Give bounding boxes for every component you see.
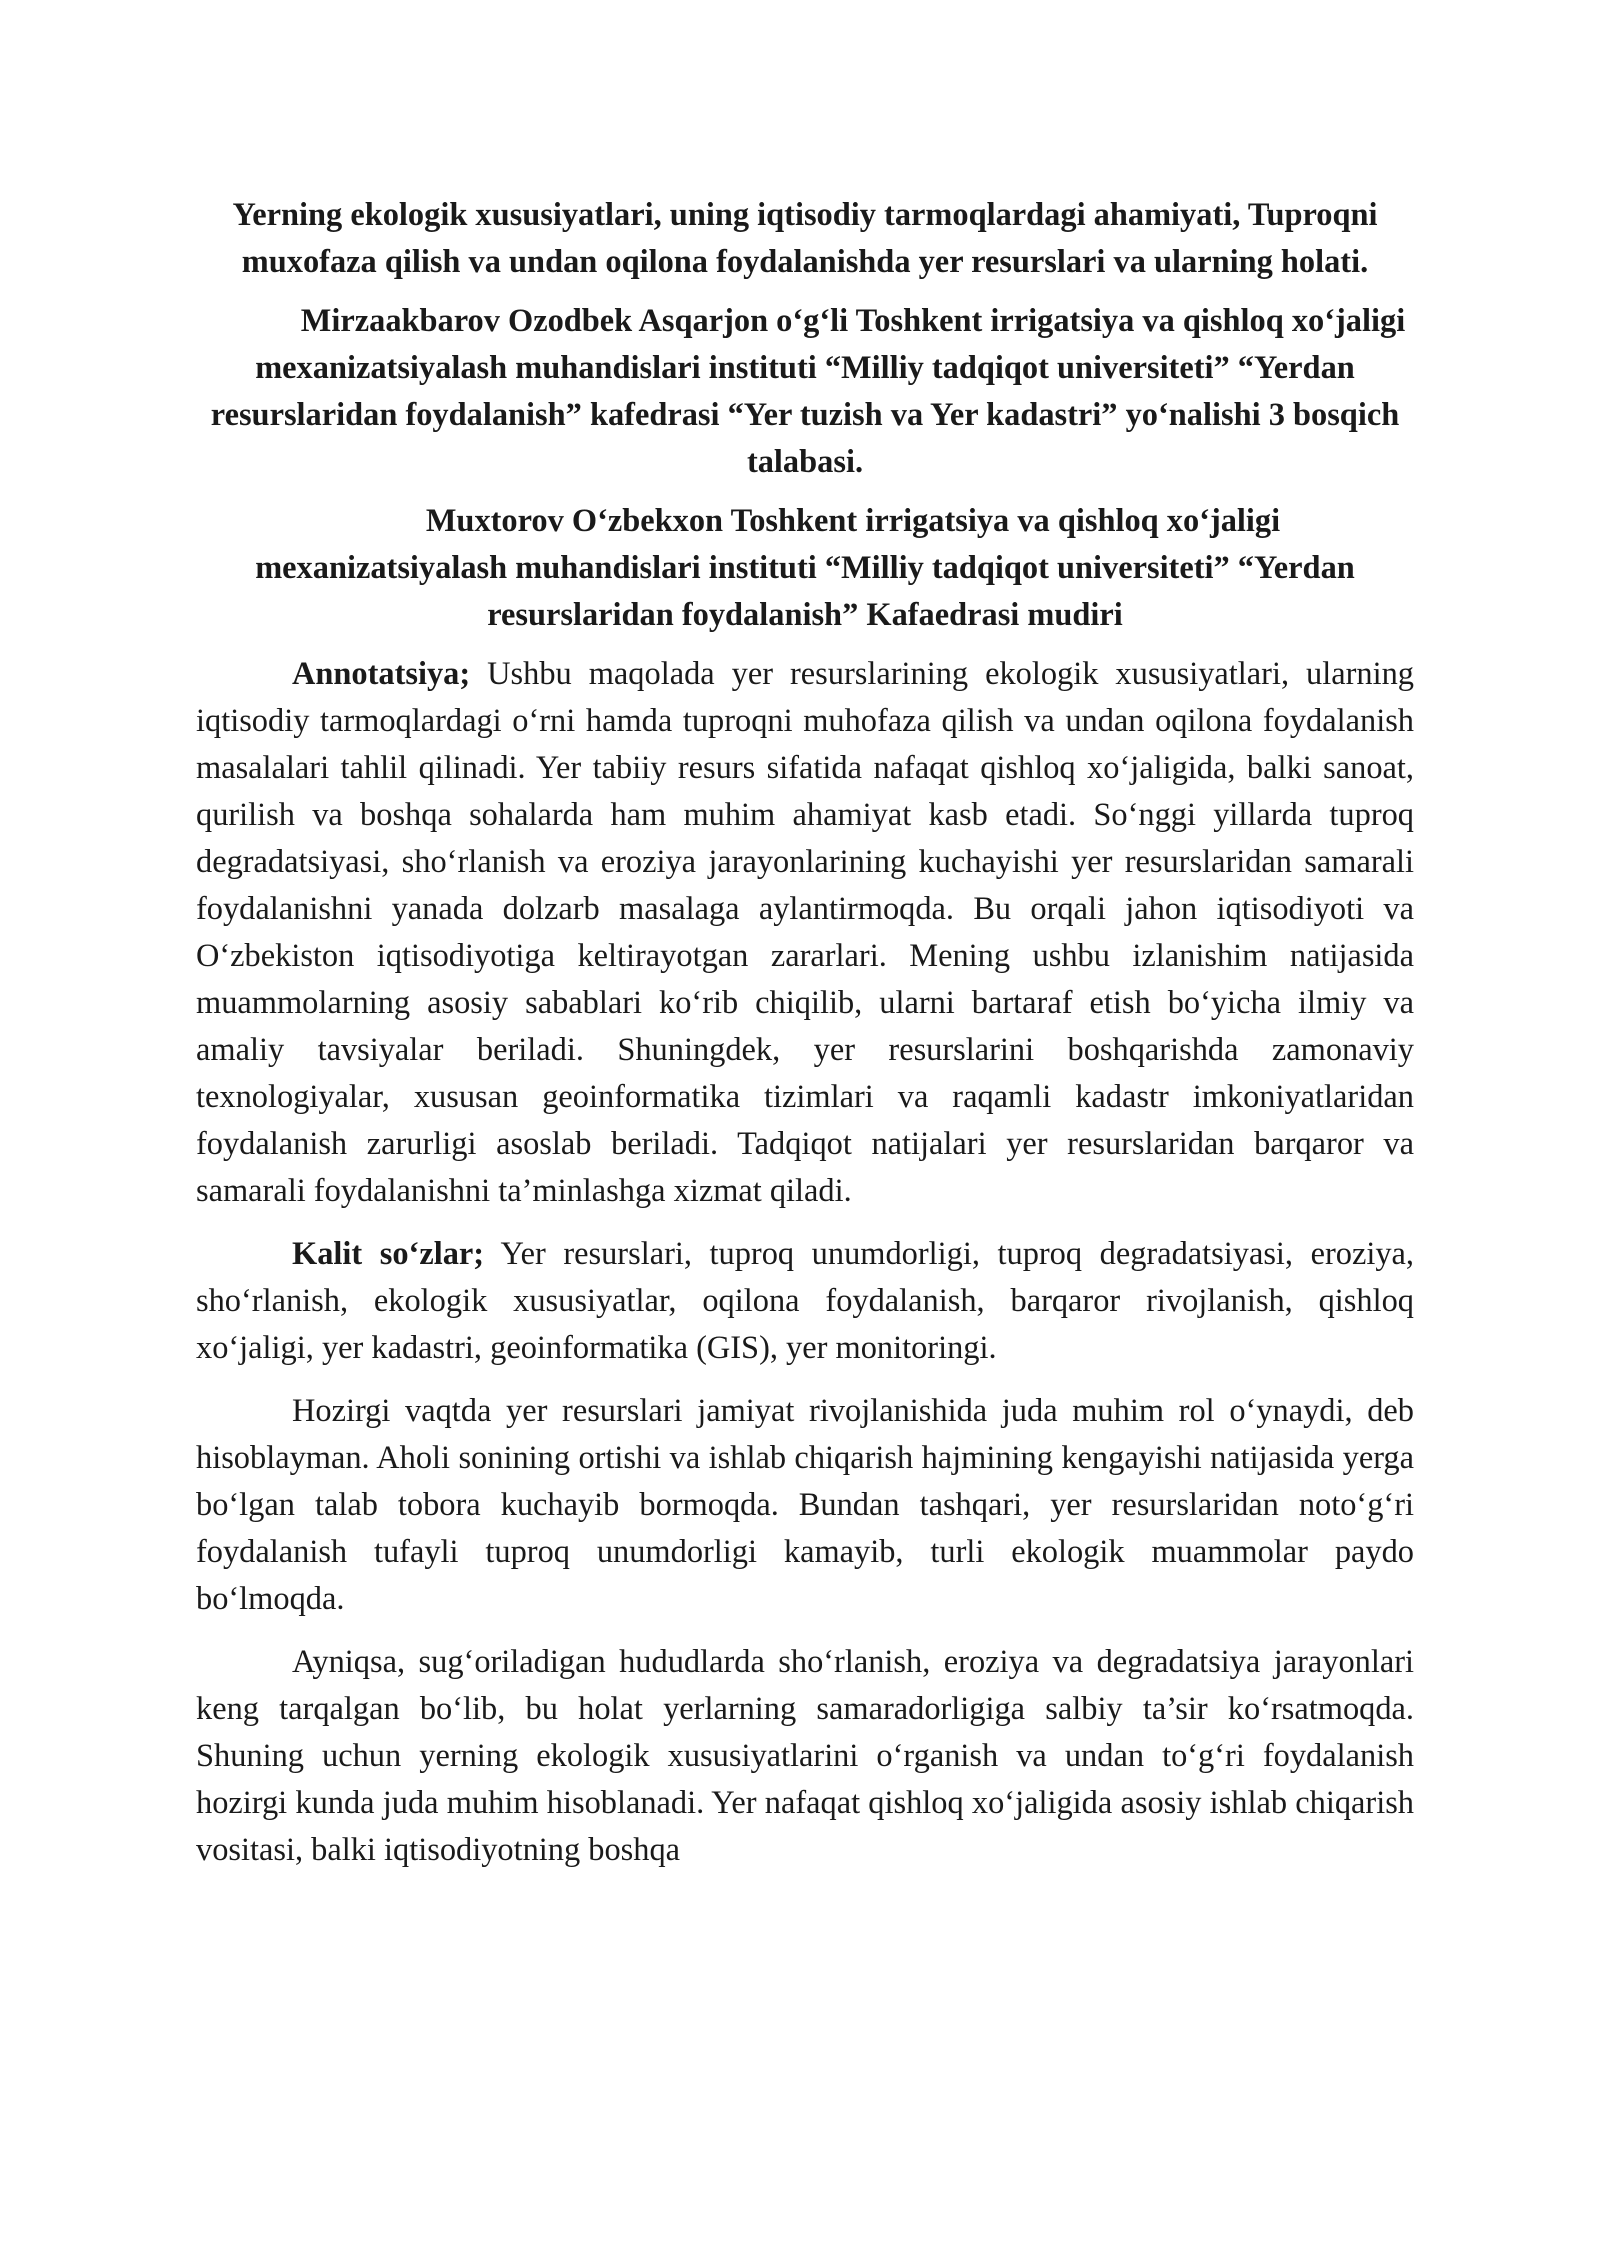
annotation-paragraph <box>196 651 1414 1215</box>
document-page <box>196 192 1414 1890</box>
body-paragraph-2: Ayniqsa, sug‘oriladigan hududlarda sho‘rlanish, eroziya va degradatsiya jarayonlari keng tarqalgan bo‘lib, bu holat yerlarning samaradorligiga salbiy ta’sir ko‘rsatmoqda. Shuning uchun yerning ekologik xususiyatlarini o‘rganish va undan to‘g‘ri foydalanish hozirgi kunda juda muhim hisoblanadi. Yer nafaqat qishloq xo‘jaligida asosiy ishlab chiqarish vositasi, balki iqtisodiyotning boshqa <box>196 1644 1414 1868</box>
author-2-text: Muxtorov O‘zbekxon Toshkent irrigatsiya va qishloq xo‘jaligi mexanizatsiyalash muhandislari instituti “Milliy tadqiqot universiteti” “Yerdan resurslaridan foydalanish” Kafaedrasi mudiri <box>255 503 1355 633</box>
author-block-2 <box>196 498 1414 639</box>
author-block-1 <box>196 298 1414 486</box>
keywords-text: Yer resurslari, tuproq unumdorligi, tuproq degradatsiyasi, eroziya, sho‘rlanish, ekologik xususiyatlar, oqilona foydalanish, barqaror rivojlanish, qishloq xo‘jaligi, yer kadastri, geoinformatika (GIS), yer monitoringi. <box>196 1236 1414 1366</box>
article-title: Yerning ekologik xususiyatlari, uning iqtisodiy tarmoqlardagi ahamiyati, Tuproqni muxofaza qilish va undan oqilona foydalanishda yer resurslari va ularning holati. <box>232 197 1378 280</box>
author-1-text: Mirzaakbarov Ozodbek Asqarjon o‘g‘li Toshkent irrigatsiya va qishloq xo‘jaligi mexanizatsiyalash muhandislari instituti “Milliy tadqiqot universiteti” “Yerdan resurslaridan foydalanish” kafedrasi “Yer tuzish va Yer kadastri” yo‘nalishi 3 bosqich talabasi. <box>210 303 1406 480</box>
annotation-label: Annotatsiya; <box>292 656 471 692</box>
keywords-label: Kalit so‘zlar; <box>292 1236 485 1272</box>
annotation-text: Ushbu maqolada yer resurslarining ekologik xususiyatlari, ularning iqtisodiy tarmoqlardagi o‘rni hamda tuproqni muhofaza qilish va undan oqilona foydalanish masalalari tahlil qilinadi. Yer tabiiy resurs sifatida nafaqat qishloq xo‘jaligida, balki sanoat, qurilish va boshqa sohalarda ham muhim ahamiyat kasb etadi. So‘nggi yillarda tuproq degradatsiyasi, sho‘rlanish va eroziya jarayonlarining kuchayishi yer resurslaridan samarali foydalanishni yanada dolzarb masalaga aylantirmoqda. Bu orqali jahon iqtisodiyoti va O‘zbekiston iqtisodiyotiga keltirayotgan zararlari. Mening ushbu izlanishim natijasida muammolarning asosiy sabablari ko‘rib chiqilib, ularni bartaraf etish bo‘yicha ilmiy va amaliy tavsiyalar beriladi. Shuningdek, yer resurslarini boshqarishda zamonaviy texnologiyalar, xususan geoinformatika tizimlari va raqamli kadastr imkoniyatlaridan foydalanish zarurligi asoslab beriladi. Tadqiqot natijalari yer resurslaridan barqaror va samarali foydalanishni ta’minlashga xizmat qiladi. <box>196 656 1414 1209</box>
body-paragraph-1: Hozirgi vaqtda yer resurslari jamiyat rivojlanishida juda muhim rol o‘ynaydi, deb hisoblayman. Aholi sonining ortishi va ishlab chiqarish hajmining kengayishi natijasida yerga bo‘lgan talab tobora kuchayib bormoqda. Bundan tashqari, yer resurslaridan noto‘g‘ri foydalanish tufayli tuproq unumdorligi kamayib, turli ekologik muammolar paydo bo‘lmoqda. <box>196 1393 1414 1617</box>
keywords-paragraph <box>196 1231 1414 1372</box>
